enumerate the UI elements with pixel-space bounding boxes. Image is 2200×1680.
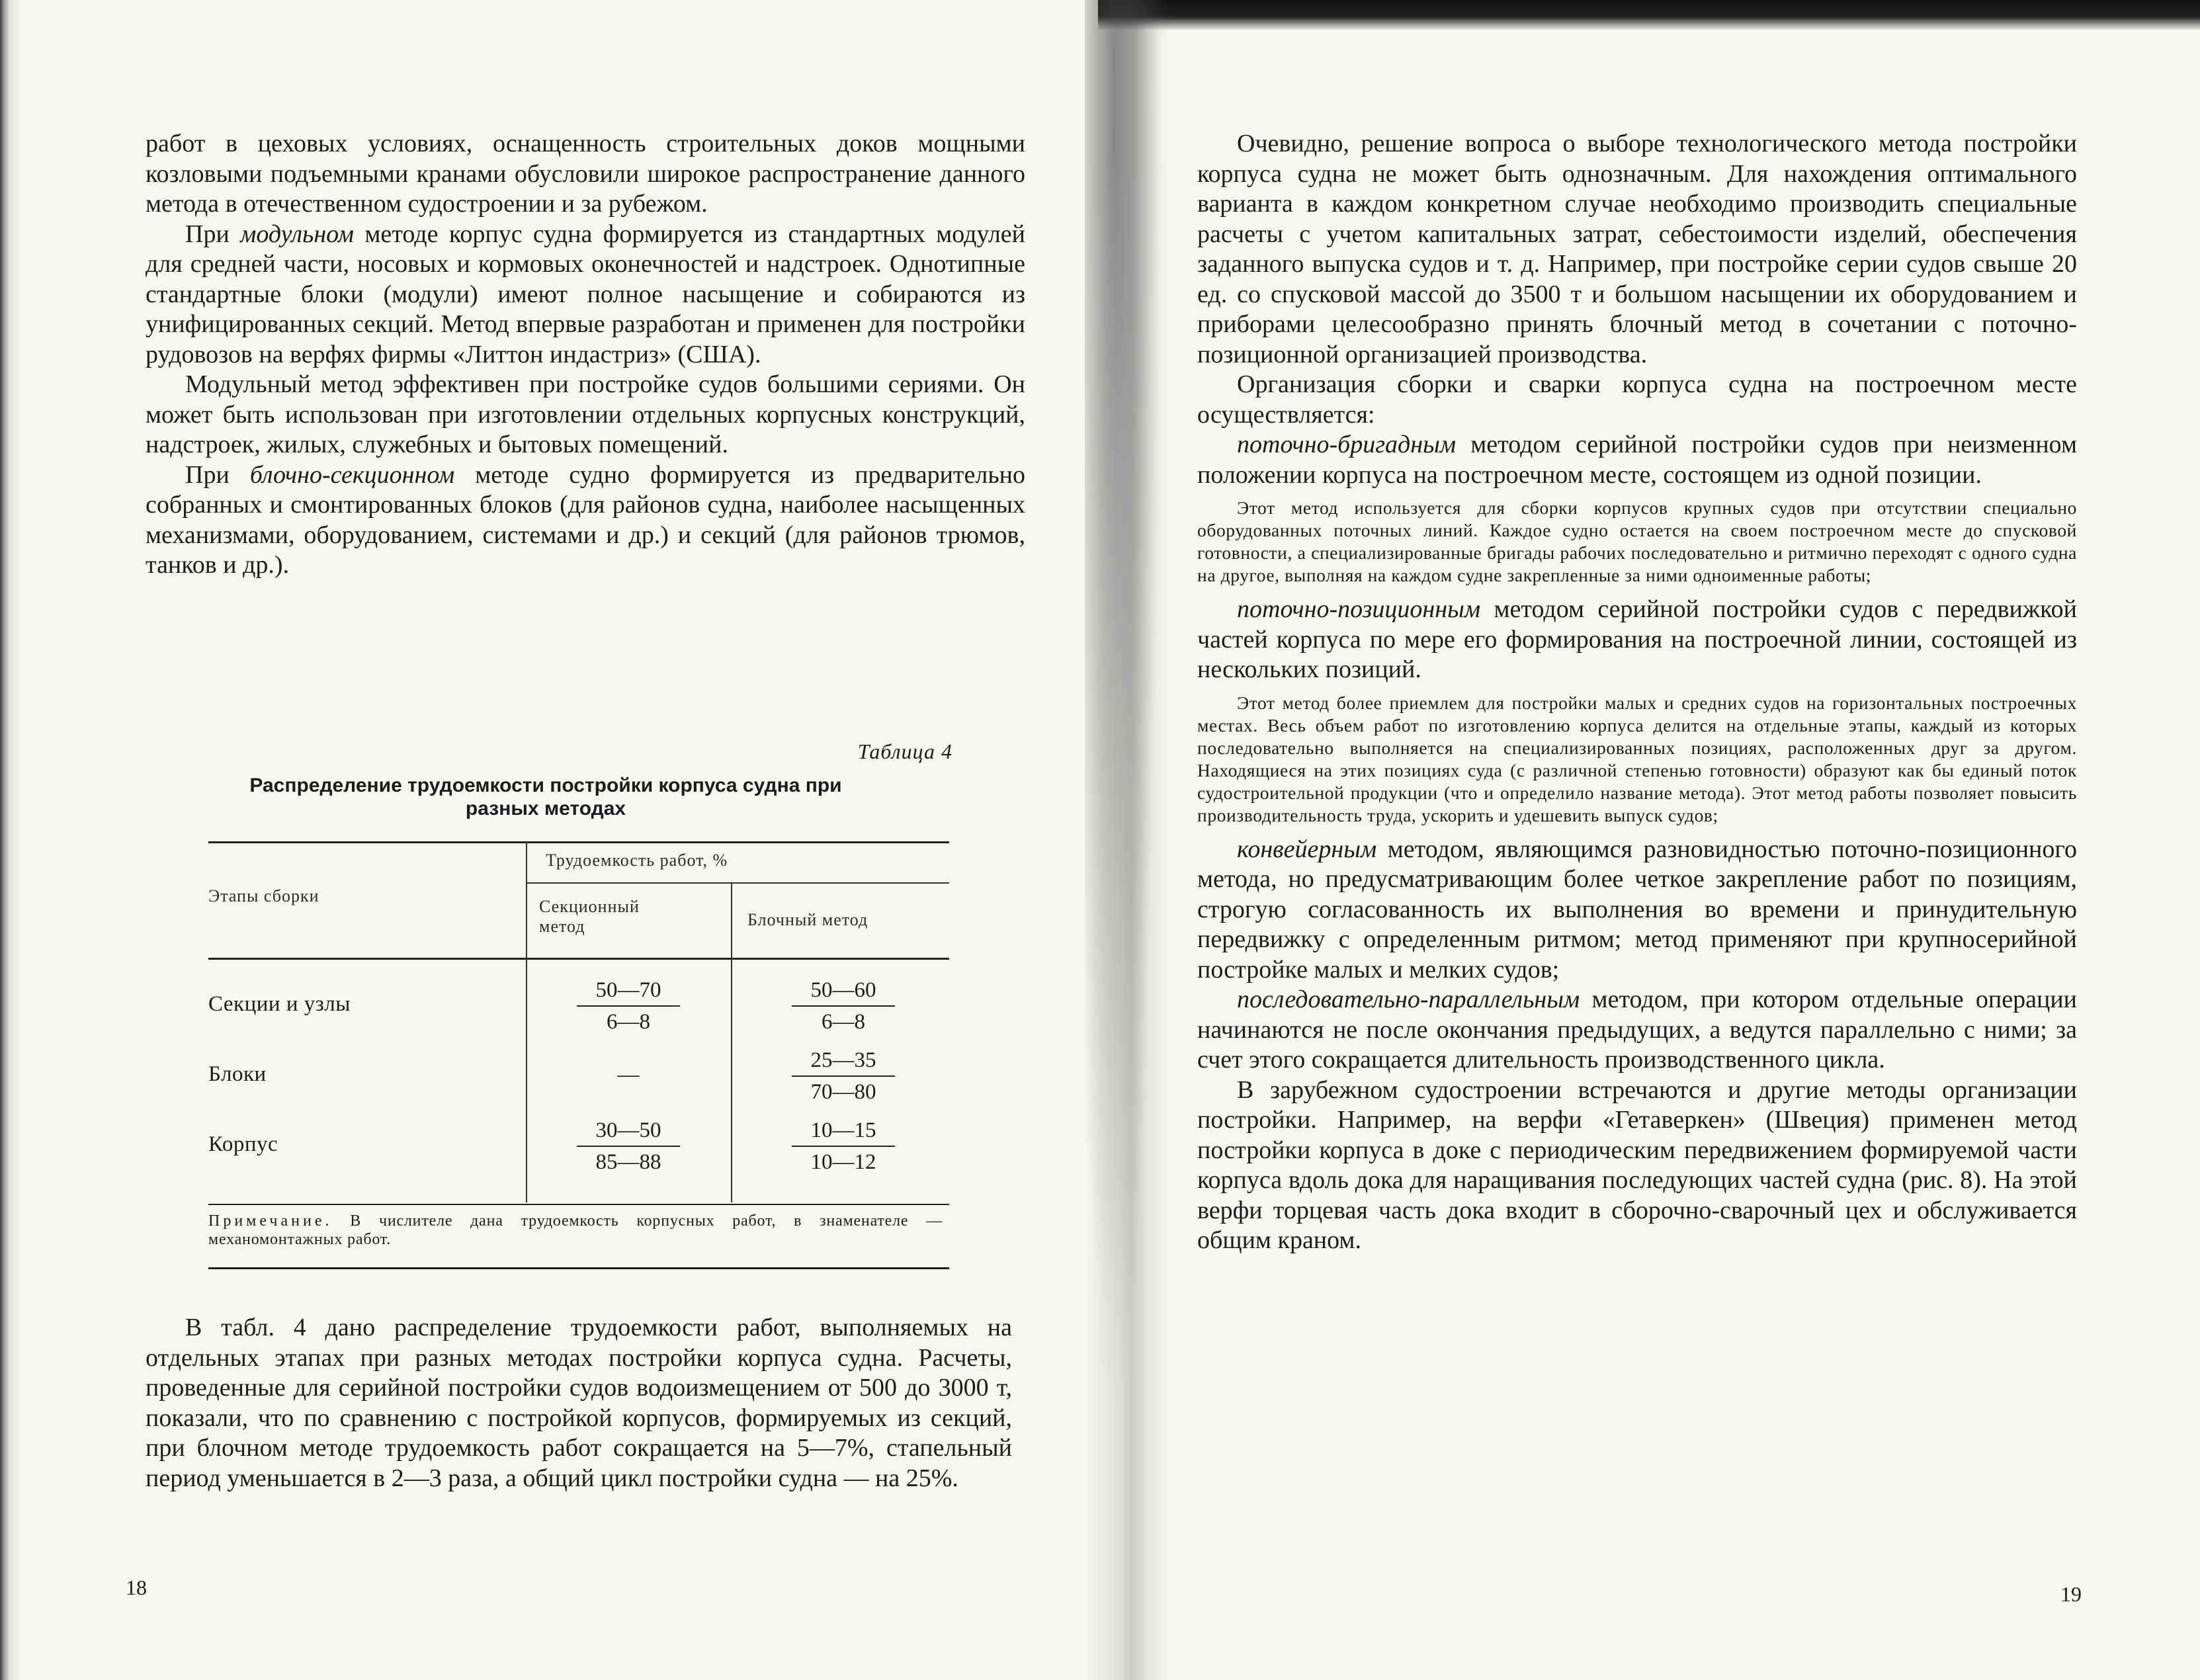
paragraph-block-section [146, 460, 1025, 581]
text-run: методом серийной постройки судов с передвижкой частей корпуса по мере его формирования на построечной линии, состоящей из нескольких позиций. [1197, 595, 2077, 683]
cell-denominator: 10—12 [810, 1150, 876, 1174]
text-run: методом серийной постройки судов при неизменном положении корпуса на построечном месте, состоящем из одной позиции. [1197, 431, 2077, 489]
paragraph-modular [146, 220, 1025, 370]
small-print-paragraph: Этот метод используется для сборки корпусов крупных судов при отсутствии специально оборудованных поточных линий. Каждое судно остается на своем построечном месте до спусковой готовности, а специализированные бригады рабочих последовательно и ритмично переходят с одного судна на другое, выполняя на каждом судне закрепленные за ними одноименные работы; [1197, 497, 2077, 585]
table-hrule [526, 882, 949, 884]
paragraph: Организация сборки и сварки корпуса судна на построечном месте осуществляется: [1197, 370, 2077, 429]
table-body-rule [208, 1204, 949, 1205]
table-vrule [526, 958, 527, 1202]
row-label-blocks: Блоки [208, 1062, 267, 1086]
term-sequential-parallel: последовательно-параллельным [1237, 986, 1580, 1013]
text-run: При [185, 460, 250, 489]
cell-numerator: 50—60 [810, 978, 876, 1002]
cell-block-hull [777, 1118, 910, 1175]
cell-denominator: 70—80 [810, 1080, 876, 1104]
table-header-rule [208, 958, 949, 960]
table-caption: Таблица 4 [857, 739, 952, 763]
left-page [0, 0, 1098, 1680]
paragraph-flow-position [1197, 595, 2077, 685]
page-number: 18 [126, 1575, 147, 1599]
term-flow-position: поточно-позиционным [1237, 595, 1481, 623]
term-block-section: блочно-секционном [249, 460, 455, 489]
header-section-method: Секционный метод [539, 897, 640, 936]
table-note [208, 1212, 943, 1249]
cell-denominator: 6—8 [822, 1010, 865, 1034]
cell-block-blocks [777, 1048, 910, 1105]
cell-section-blocks: — [617, 1063, 640, 1087]
paragraph-conveyor [1197, 835, 2077, 986]
paragraph-flow-brigade [1197, 430, 2077, 490]
row-label-hull: Корпус [208, 1132, 278, 1156]
text-run: методе корпус судна формируется из стандартных модулей для средней части, носовых и кормовых оконечностей и надстроек. Однотипные стандартные блоки (модули) имеют полное насыщение и собираются из унифицированных секций. Метод впервые разработан и применен для постройки рудовозов на верфях фирмы «Литтон индастриз» (США). [146, 220, 1026, 368]
term-flow-brigade: поточно-бригадным [1237, 431, 1457, 458]
table-title: Распределение трудоемкости постройки корпуса судна при разных методах [249, 775, 842, 819]
table-top-rule [208, 841, 949, 843]
cell-section-hull [562, 1118, 695, 1175]
paragraph: Модульный метод эффективен при постройке судов большими сериями. Он может быть использован при изготовлении отдельных корпусных конструкций, надстроек, жилых, служебных и бытовых помещений. [146, 370, 1025, 458]
left-page-body-top [146, 129, 1025, 581]
cell-numerator: 50—70 [595, 978, 661, 1002]
paragraph: работ в цеховых условиях, оснащенность строительных доков мощными козловыми подъемными кранами обусловили широкое распространение данного метода в отечественном судостроении и за рубежом. [146, 130, 1025, 218]
paragraph: Очевидно, решение вопроса о выборе технологического метода постройки корпуса судна не может быть однозначным. Для нахождения оптимального варианта в каждом конкретном случае необходимо производить специальные расчеты с учетом капитальных затрат, себестоимости изделий, обеспечения заданного выпуска судов и т. д. Например, при постройке серии судов свыше 20 ед. со спусковой массой до 3500 т и большом насыщении их оборудованием и приборами целесообразно принять блочный метод в сочетании с поточно-позиционной организацией производства. [1197, 130, 2077, 368]
paragraph-sequential-parallel [1197, 985, 2077, 1075]
table-bottom-rule [208, 1267, 949, 1269]
cell-denominator: 6—8 [607, 1010, 650, 1034]
cell-numerator: 10—15 [810, 1118, 876, 1142]
small-print-paragraph: Этот метод более приемлем для постройки малых и средних судов на горизонтальных построечных местах. Весь объем работ по изготовлению корпуса делится на отдельные этапы, каждый из которых последовательно выполняется на специализированных позициях, расположенных друг за другом. Находящиеся на этих позициях суда (с различной степенью готовности) образуют как бы единый поток судостроительной продукции (что и определило название метода). Этот метод работы позволяет повысить производительность труда, ускорить и удешевить выпуск судов; [1197, 692, 2077, 825]
row-label-sections: Секции и узлы [208, 992, 351, 1016]
cell-numerator: 30—50 [595, 1118, 661, 1142]
paragraph-table-discussion: В табл. 4 дано распределение трудоемкости работ, выполняемых на отдельных этапах при разных методах постройки корпуса судна. Расчеты, проведенные для серийной постройки судов водоизмещением от 500 до 3000 т, показали, что по сравнению с постройкой корпусов, формируемых из секций, при блочном методе трудоемкость работ сокращается на 5—7%, стапельный период уменьшается в 2—3 раза, а общий цикл постройки судна — на 25%. [146, 1314, 1012, 1492]
cell-section-sections [562, 978, 695, 1034]
header-block-method: Блочный метод [747, 910, 868, 929]
table-vrule [731, 882, 732, 958]
header-stage: Этапы сборки [208, 886, 319, 905]
page-number: 19 [2060, 1582, 2082, 1606]
table-vrule [526, 841, 527, 958]
term-conveyor: конвейерным [1237, 835, 1377, 863]
term-modular: модульном [240, 220, 354, 248]
cell-denominator: 85—88 [595, 1150, 661, 1174]
left-page-body-bottom [146, 1313, 1012, 1493]
right-page [1098, 0, 2200, 1680]
text-run: методом, при котором отдельные операции начинаются не после окончания предыдущих, а ведутся параллельно с ними; за счет этого сокращается длительность производственного цикла. [1197, 986, 2077, 1073]
header-labor-group: Трудоемкость работ, % [546, 851, 728, 870]
text-run: методе судно формируется из предварительно собранных и смонтированных блоков (для районов судна, наиболее насыщенных механизмами, оборудованием, системами и др.) и секций (для районов трюмов, танков и др.). [146, 460, 1025, 579]
text-run: При [185, 220, 241, 248]
note-text: В числителе дана трудоемкость корпусных работ, в знаменателе — механомонтажных работ. [208, 1212, 943, 1248]
cell-block-sections [777, 978, 910, 1034]
paragraph: В зарубежном судостроении встречаются и другие методы организации постройки. Например, на верфи «Гетаверкен» (Швеция) применен метод постройки корпуса в доке с периодическим передвижением формируемой части корпуса вдоль дока для наращивания последующих частей судна (рис. 8). На этой верфи торцевая часть дока входит в сборочно-сварочный цех и обслуживается общим краном. [1197, 1075, 2077, 1254]
right-page-body [1197, 129, 2077, 1256]
cell-numerator: 25—35 [810, 1048, 876, 1072]
table-vrule [731, 958, 732, 1202]
note-label: Примечание. [208, 1212, 333, 1230]
text-run: методом, являющимся разновидностью поточно-позиционного метода, но предусматривающим более четкое закрепление работ по позициям, строгую согласованность их выполнения во времени и принудительную передвижку с определенным ритмом; метод применяют при крупносерийной постройке малых и мелких судов; [1197, 835, 2077, 984]
